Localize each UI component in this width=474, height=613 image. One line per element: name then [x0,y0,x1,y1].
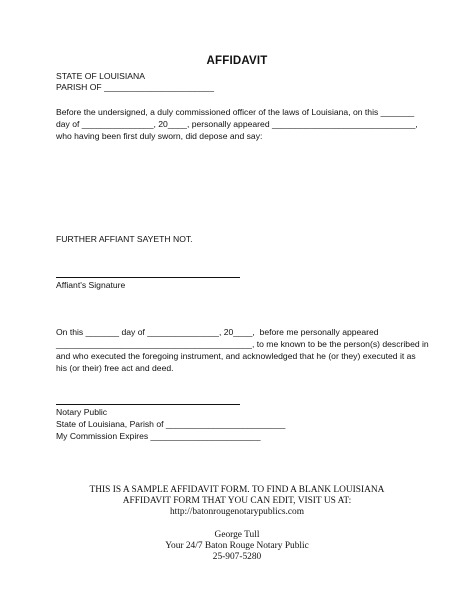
footer-contact-name: George Tull [214,530,260,540]
further-affiant-statement: FURTHER AFFIANT SAYETH NOT. [56,234,193,244]
notary-signature-line [56,404,240,405]
body-line-1: Before the undersigned, a duly commissioned officer of the laws of Louisiana, on this _______ [56,107,415,117]
footer-line-2: AFFIDAVIT FORM THAT YOU CAN EDIT, VISIT US AT: [122,496,352,506]
notary-state-parish: State of Louisiana, Parish of _________________________ [56,419,286,429]
document-title: AFFIDAVIT [206,55,268,67]
affiant-signature-label: Affiant's Signature [56,280,126,290]
notary-commission-expires: My Commission Expires _______________________ [56,431,261,441]
footer-website-link[interactable]: http://batonrougenotarypublics.com [169,507,305,517]
footer-phone: 25-907-5280 [212,552,262,562]
affiant-signature-line [56,277,240,278]
parish-heading: PARISH OF _______________________ [56,82,214,92]
state-heading: STATE OF LOUISIANA [56,71,145,81]
acknowledgment-line-4: his (or their) free act and deed. [56,363,174,373]
body-line-3: who having been first duly sworn, did depose and say: [56,131,263,141]
body-line-2: day of _______________, 20____, personally appeared ______________________________, [56,119,418,129]
notary-public-label: Notary Public [56,407,108,417]
acknowledgment-line-2: _________________________________________, to me known to be the person(s) described in [56,339,429,349]
footer-tagline: Your 24/7 Baton Rouge Notary Public [165,541,309,551]
acknowledgment-line-1: On this _______ day of _______________, 20____, before me personally appeared [56,327,379,337]
acknowledgment-line-3: and who executed the foregoing instrument, and acknowledged that he (or they) executed it as [56,351,416,361]
footer-line-1: THIS IS A SAMPLE AFFIDAVIT FORM. TO FIND A BLANK LOUISIANA [89,485,385,495]
